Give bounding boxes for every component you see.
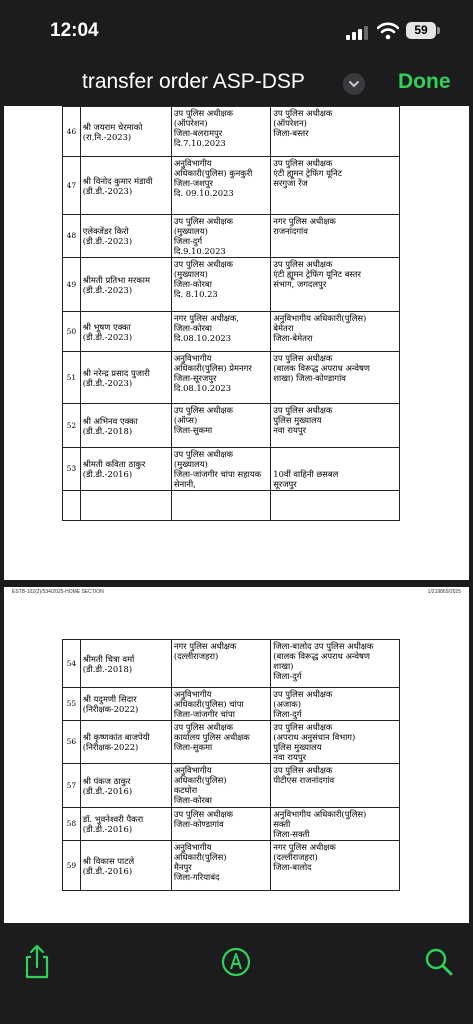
current-posting-cell [171, 258, 270, 312]
serial-number-cell: 51 [63, 352, 81, 404]
officer-name-cell-line: (डी.डी.-2023) [82, 331, 133, 342]
new-posting-cell-line [273, 449, 397, 459]
officer-name-cell-line: (डी.डी.-2016) [82, 469, 133, 479]
officer-name-cell-line: श्री यदुमणी सिदार [82, 694, 137, 704]
table-row [63, 448, 400, 491]
table-row [63, 215, 400, 258]
table-row [63, 404, 400, 448]
new-posting-cell-line: नवा रायपुर [273, 752, 307, 762]
new-posting-cell [271, 352, 400, 404]
new-posting-cell-line: राजनांदगांव [273, 226, 308, 236]
officer-name-cell-line: (डी.डी.-2016) [82, 824, 133, 834]
table-row [63, 808, 400, 841]
officer-name-cell-line: (डी.डी.-2018) [82, 663, 133, 674]
current-posting-cell-line: जिला-सुकमा [173, 425, 213, 435]
document-page-1[interactable] [4, 106, 469, 580]
markup-button[interactable] [221, 947, 251, 977]
new-posting-cell-line: सूरजपुर [273, 479, 297, 489]
current-posting-cell-line: जिला-गरियाबंद [173, 872, 220, 882]
current-posting-cell [171, 157, 270, 215]
status-time: 12:04 [50, 20, 99, 41]
current-posting-cell-line: उप पुलिस अधीक्षक [173, 809, 233, 819]
current-posting-cell-line: अनुविभागीय [173, 765, 212, 775]
officer-name-cell [80, 841, 171, 891]
new-posting-cell-line: अनुविभागीय अधिकारी(पुलिस) [273, 809, 367, 819]
new-posting-cell-line: नगर पुलिस अधीक्षक [273, 842, 336, 852]
serial-number-cell: 59 [63, 841, 81, 891]
new-posting-cell-line: नगर पुलिस अधीक्षक [273, 216, 336, 226]
chevron-down-icon [343, 73, 365, 95]
current-posting-cell-line: अनुविभागीय [173, 842, 212, 852]
current-posting-cell-line: कटघोरा [173, 785, 198, 795]
new-posting-cell-line: शाखा) जिला-कोण्डागांव [273, 373, 346, 383]
officer-name-cell-line: श्री विनोद कुमार मंडावी [82, 175, 153, 186]
serial-number-cell: 56 [63, 721, 81, 764]
current-posting-cell-line: उप पुलिस अधीक्षक [173, 259, 233, 269]
new-posting-cell-line: संभाग, जगदलपुर [273, 279, 327, 289]
officer-name-cell [80, 215, 171, 258]
officer-name-cell-line: (डी.डी.-2023) [82, 236, 133, 246]
table-row [63, 841, 400, 891]
new-posting-cell [271, 688, 400, 721]
new-posting-cell-line: (अजाक) [273, 699, 301, 709]
current-posting-cell-line: जिला-सूरजपुर [173, 373, 217, 383]
new-posting-cell-line: सरगुजा रेंज [273, 178, 308, 188]
new-posting-cell-line: उप पुलिस अधीक्षक [273, 108, 333, 118]
current-posting-cell [171, 721, 270, 764]
current-posting-cell [171, 215, 270, 258]
wifi-icon [377, 22, 399, 40]
current-posting-cell-line: जिला-दुर्ग [173, 236, 203, 246]
officer-name-cell-line: श्री भूषण एक्का [82, 321, 131, 332]
new-posting-cell-line: जिला-बालोद उप पुलिस अधीक्षक [273, 641, 374, 651]
table-row-empty [63, 491, 400, 521]
new-posting-cell-line: जिला-दुर्ग [273, 709, 302, 719]
bottom-toolbar [0, 923, 473, 1024]
officer-name-cell-line: श्रीमती चित्रा वर्मा [82, 653, 135, 664]
new-posting-cell [271, 215, 400, 258]
cellular-signal-icon [346, 26, 370, 40]
officer-name-cell [80, 312, 171, 352]
current-posting-cell-line: कार्यालय पुलिस अधीक्षक [173, 732, 250, 742]
table-row [63, 107, 400, 157]
officer-name-cell [80, 404, 171, 448]
transfer-table-page-1 [62, 106, 400, 521]
officer-name-cell-line: श्री विकास पाटले [82, 855, 135, 866]
new-posting-cell-line: एंटी ह्यूमन ट्रेफिंग यूनिट [273, 168, 342, 178]
officer-name-cell [80, 721, 171, 764]
officer-name-cell-line: (डी.डी.-2023) [82, 377, 133, 388]
new-posting-cell-line: (दल्लीराजहरा) [273, 852, 318, 862]
officer-name-cell [80, 640, 171, 688]
officer-name-cell [80, 764, 171, 808]
current-posting-cell-line: जिला-जांजगीर चांपा सहायक [173, 469, 262, 479]
current-posting-cell-line: दि.08.10.2023 [173, 333, 232, 343]
officer-name-cell-line: (रा.नि.-2023) [82, 131, 132, 142]
empty-cell [271, 491, 400, 521]
table-row [63, 688, 400, 721]
new-posting-cell-line: पुलिस मुख्यालय [273, 415, 322, 425]
table-row [63, 258, 400, 312]
serial-number-cell: 49 [63, 258, 81, 312]
table-row [63, 352, 400, 404]
current-posting-cell [171, 352, 270, 404]
officer-name-cell-line: डॉ. भुवनेश्वरी पैकरा [82, 814, 144, 824]
current-posting-cell-line: अधिकारी(पुलिस) प्रेमनगर [173, 363, 252, 373]
current-posting-cell-line: जिला-कोरबा [173, 795, 212, 805]
current-posting-cell-line: दि.08.10.2023 [173, 383, 232, 393]
current-posting-cell-line: उप पुलिस अधीक्षक [173, 449, 233, 459]
officer-name-cell [80, 107, 171, 157]
serial-number-cell: 54 [63, 640, 81, 688]
markup-icon [221, 947, 251, 977]
new-posting-cell-line: जिला-बेमेतरा [273, 333, 313, 343]
new-posting-cell [271, 808, 400, 841]
current-posting-cell-line: (मुख्यालय) [173, 459, 208, 469]
new-posting-cell-line: पीटीएस राजनांदगांव [273, 775, 335, 785]
new-posting-cell-line: (अपराध अनुसंधान विभाग) [273, 732, 356, 742]
current-posting-cell [171, 404, 270, 448]
search-icon [424, 947, 454, 977]
current-posting-cell [171, 808, 270, 841]
officer-name-cell-line: श्री जयराम चेरमाको [82, 121, 143, 132]
new-posting-cell-line: उप पुलिस अधीक्षक [273, 259, 333, 269]
serial-number-cell: 57 [63, 764, 81, 808]
document-page-2[interactable] [4, 587, 469, 923]
current-posting-cell-line: अधिकारी(पुलिस) [173, 775, 227, 785]
new-posting-cell-line: जिला-बस्तर [273, 128, 309, 138]
battery-level: 59 [406, 22, 436, 39]
serial-number-cell: 47 [63, 157, 81, 215]
current-posting-cell-line: (ऑपरेशन) [173, 118, 208, 128]
current-posting-cell-line: (मुख्यालय) [173, 226, 208, 236]
nav-bar [0, 60, 473, 106]
new-posting-cell [271, 312, 400, 352]
current-posting-cell-line: जिला-कोरबा [173, 323, 212, 333]
new-posting-cell [271, 764, 400, 808]
serial-number-cell: 53 [63, 448, 81, 491]
current-posting-cell [171, 688, 270, 721]
officer-name-cell-line: श्रीमती कविता ठाकुर [82, 459, 146, 469]
new-posting-cell [271, 107, 400, 157]
officer-name-cell-line: श्री पंकज ठाकुर [82, 775, 131, 786]
new-posting-cell-line: जिला-बालोद [273, 862, 312, 872]
new-posting-cell-line [273, 459, 397, 469]
officer-name-cell [80, 688, 171, 721]
officer-name-cell-line: (डी.डी.-2016) [82, 785, 133, 796]
current-posting-cell [171, 448, 270, 491]
current-posting-cell [171, 764, 270, 808]
officer-name-cell-line: श्री नरेन्द्र प्रसाद पुजारी [82, 367, 150, 378]
officer-name-cell-line: श्री कृष्णकांत बाजपेयी [82, 732, 150, 742]
new-posting-cell [271, 448, 400, 491]
current-posting-cell-line: (दल्लीराजहरा) [173, 651, 219, 661]
serial-number-cell: 48 [63, 215, 81, 258]
share-button[interactable] [20, 943, 54, 981]
officer-name-cell-line: (निरीक्षक-2022) [82, 742, 139, 752]
current-posting-cell [171, 107, 270, 157]
empty-cell [63, 491, 81, 521]
current-posting-cell-line: (मुख्यालय) [173, 269, 208, 279]
current-posting-cell [171, 841, 270, 891]
officer-name-cell [80, 352, 171, 404]
search-button[interactable] [424, 947, 454, 977]
current-posting-cell-line: मैनपुर [173, 862, 192, 872]
new-posting-cell-line: 10वीं वाहिनी छसबल [273, 469, 339, 479]
current-posting-cell-line: अनुविभागीय [173, 353, 212, 363]
empty-cell [171, 491, 270, 521]
current-posting-cell-line: अधिकारी(पुलिस) कुनकुरी [173, 168, 253, 178]
serial-number-cell: 50 [63, 312, 81, 352]
current-posting-cell-line: अधिकारी(पुलिस) [173, 852, 227, 862]
current-posting-cell-line: उप पुलिस अधीक्षक [173, 108, 233, 118]
new-posting-cell-line: उप पुलिस अधीक्षक [273, 405, 333, 415]
current-posting-cell-line: अनुविभागीय [173, 158, 212, 168]
current-posting-cell-line: दि. 09.10.2023 [173, 188, 234, 198]
page-header-left: ESTB-102(2)/534/2025-HOME SECTION [12, 589, 104, 595]
new-posting-cell-line: उप पुलिस अधीक्षक [273, 353, 333, 363]
serial-number-cell: 46 [63, 107, 81, 157]
transfer-table-page-2 [62, 639, 400, 891]
new-posting-cell-line: नवा रायपुर [273, 425, 307, 435]
serial-number-cell: 55 [63, 688, 81, 721]
officer-name-cell-line: (डी.डी.-2023) [82, 185, 133, 196]
officer-name-cell-line: एलेक्जेंडर किरो [82, 226, 129, 236]
current-posting-cell-line: जिला-बलरामपुर [173, 128, 223, 138]
done-button[interactable]: Done [398, 70, 451, 93]
current-posting-cell-line: जिला-कोण्डागांव [173, 819, 224, 829]
new-posting-cell-line: एंटी ह्यूमन ट्रेफिंग यूनिट बस्तर [273, 269, 361, 279]
current-posting-cell-line: उप पुलिस अधीक्षक [173, 216, 233, 226]
officer-name-cell [80, 157, 171, 215]
new-posting-cell-line: (बालक विरूद्ध अपराध अन्वेषण [273, 651, 370, 661]
document-title[interactable]: transfer order ASP-DSP [82, 70, 305, 93]
serial-number-cell: 58 [63, 808, 81, 841]
empty-cell [80, 491, 171, 521]
new-posting-cell-line: उप पुलिस अधीक्षक [273, 722, 333, 732]
current-posting-cell-line: दि.9.10.2023 [173, 246, 226, 256]
share-icon [20, 943, 54, 981]
new-posting-cell-line: जिला-सक्ती [273, 829, 310, 839]
new-posting-cell [271, 640, 400, 688]
officer-name-cell-line: (निरीक्षक-2022) [82, 704, 139, 714]
new-posting-cell [271, 258, 400, 312]
current-posting-cell [171, 312, 270, 352]
officer-name-cell-line: (डी.डी.-2023) [82, 284, 133, 295]
table-row [63, 312, 400, 352]
current-posting-cell-line: उप पुलिस अधीक्षक [173, 722, 233, 732]
serial-number-cell: 52 [63, 404, 81, 448]
officer-name-cell [80, 808, 171, 841]
officer-name-cell [80, 258, 171, 312]
current-posting-cell-line: दि. 8.10.23 [173, 289, 218, 299]
table-row [63, 157, 400, 215]
title-menu-button[interactable] [343, 73, 365, 95]
current-posting-cell-line: जिला-जशपुर [173, 178, 213, 188]
current-posting-cell-line: जिला-सुकमा [173, 742, 213, 752]
new-posting-cell-line: शाखा) [273, 661, 294, 671]
new-posting-cell-line: उप पुलिस अधीक्षक [273, 765, 333, 775]
battery-icon [437, 27, 440, 34]
new-posting-cell-line: सक्ती [273, 819, 291, 829]
new-posting-cell-line: जिला-दुर्ग [273, 671, 302, 681]
new-posting-cell-line: बेमेतरा [273, 323, 294, 333]
current-posting-cell-line: सेनानी, [173, 479, 196, 489]
new-posting-cell [271, 157, 400, 215]
new-posting-cell [271, 404, 400, 448]
current-posting-cell-line: नगर पुलिस अधीक्षक [173, 641, 237, 651]
officer-name-cell-line: श्रीमती प्रतिभा मरकाम [82, 274, 150, 285]
officer-name-cell-line: (डी.डी.-2016) [82, 865, 133, 876]
page-header-right: 1/219869/2025 [427, 589, 461, 595]
new-posting-cell-line: पुलिस मुख्यालय [273, 742, 322, 752]
current-posting-cell-line: दि.7.10.2023 [173, 138, 226, 148]
new-posting-cell-line: (बालक विरूद्ध अपराध अन्वेषण [273, 363, 370, 373]
new-posting-cell [271, 841, 400, 891]
new-posting-cell [271, 721, 400, 764]
new-posting-cell-line: अनुविभागीय अधिकारी(पुलिस) [273, 313, 367, 323]
new-posting-cell-line: उप पुलिस अधीक्षक [273, 158, 333, 168]
new-posting-cell-line: उप पुलिस अधीक्षक [273, 689, 333, 699]
current-posting-cell-line: उप पुलिस अधीक्षक [173, 405, 233, 415]
table-row [63, 640, 400, 688]
status-bar [0, 0, 473, 60]
table-row [63, 721, 400, 764]
current-posting-cell-line: जिला-कोरबा [173, 279, 212, 289]
new-posting-cell-line: (ऑपरेशन) [273, 118, 307, 128]
officer-name-cell-line: (डी.डी.-2018) [82, 425, 133, 436]
current-posting-cell-line: अधिकारी(पुलिस) चांपा [173, 699, 244, 709]
current-posting-cell-line: जिला-जांजगीर चांपा [173, 709, 235, 719]
current-posting-cell-line: अनुविभागीय [173, 689, 212, 699]
current-posting-cell-line: (ऑप्स) [173, 415, 198, 425]
current-posting-cell-line: नगर पुलिस अधीक्षक, [173, 313, 240, 323]
current-posting-cell [171, 640, 270, 688]
table-row [63, 764, 400, 808]
officer-name-cell-line: श्री अभिनव एक्का [82, 415, 138, 426]
officer-name-cell [80, 448, 171, 491]
